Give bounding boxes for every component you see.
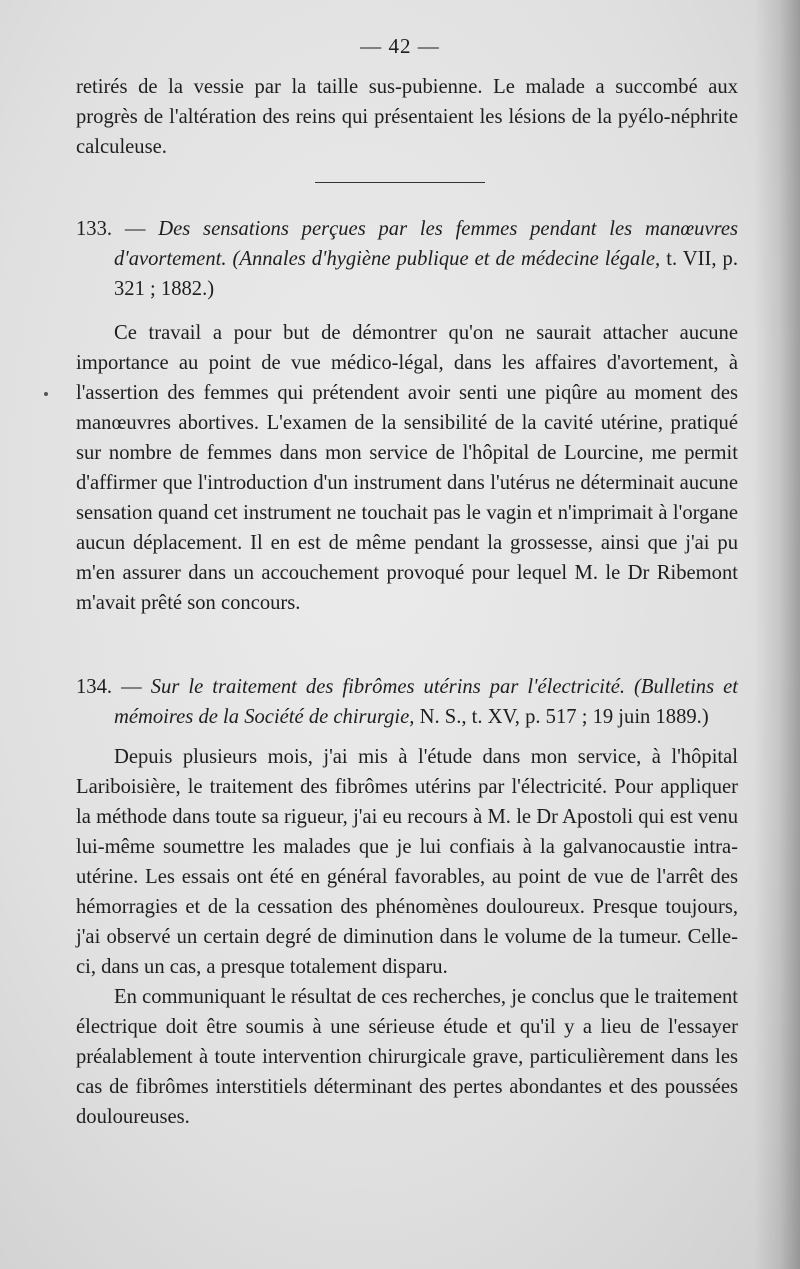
entry-134-body-1: Depuis plusieurs mois, j'ai mis à l'étude dans mon service, à l'hôpital Lariboisière, le traitement des fibrômes utérins par l'électricité. Pour appliquer la méthode dans toute sa rigueur, j'ai eu recours à M. le Dr Apostoli qui est venu lui-même soumettre les malades que je lui confiais à la galvanocaustie intra-utérine. Les essais ont été en général favorables, au point de vue de l'arrêt des hémorragies et de la cessation des phénomènes douloureux. Presque toujours, j'ai observé un certain degré de diminution dans le volume de la tumeur. Celle-ci, dans un cas, a presque totalement disparu. — [76, 746, 738, 978]
margin-speck — [44, 392, 48, 396]
top-paragraph-text: retirés de la vessie par la taille sus-pubienne. Le malade a succombé aux progrès de l'altération des reins qui présentaient les lésions de la pyélo-néphrite calculeuse. — [76, 76, 738, 158]
entry-133-title: Des sensations perçues par les femmes pendant les manœuvres d'avortement. (Annales d'hygiène publique et de médecine légale, — [114, 218, 738, 270]
entry-134-reference: N. S., t. XV, p. 517 ; 19 juin 1889.) — [419, 706, 709, 728]
entry-133-body: Ce travail a pour but de démontrer qu'on ne saurait attacher aucune importance au point de vue médico-légal, dans les affaires d'avortement, à l'assertion des femmes qui prétendent avoir senti une piqûre au moment des manœuvres abortives. L'examen de la sensibilité de la cavité utérine, pratiqué sur nombre de femmes dans mon service de l'hôpital de Lourcine, me permit d'affirmer que l'introduction d'un instrument dans l'utérus ne déterminait aucune sensation quand cet instrument ne touchait pas le vagin et n'imprimait à l'organe aucun déplacement. Il en est de même pendant la grossesse, ainsi que j'ai pu m'en assurer dans un accouchement provoqué pour lequel M. le Dr Ribemont m'avait prêté son concours. — [76, 322, 738, 614]
entry-133-summary — [76, 318, 738, 618]
entry-134-summary — [76, 742, 738, 1132]
entry-134-number: 134. — — [76, 676, 142, 698]
binding-shadow — [754, 0, 800, 1269]
entry-134 — [76, 672, 738, 732]
entry-133-number: 133. — — [76, 218, 146, 240]
entry-133-heading — [76, 214, 738, 304]
entry-134-title: Sur le traitement des fibrômes utérins par l'électricité. (Bulletins et mémoires de la Société de chirurgie, — [114, 676, 739, 728]
entry-134-body-2: En communiquant le résultat de ces recherches, je conclus que le traitement électrique doit être soumis à une sérieuse étude et qu'il y a lieu de l'essayer préalablement à toute intervention chirurgicale grave, particulièrement dans les cas de fibrômes interstitiels déterminant des pertes abondantes et des poussées douloureuses. — [76, 986, 738, 1128]
continued-paragraph — [76, 72, 738, 162]
section-divider — [315, 182, 485, 183]
entry-133-reference: t. VII, p. 321 ; 1882.) — [114, 248, 738, 300]
entry-133 — [76, 214, 738, 304]
entry-134-heading — [76, 672, 738, 732]
page-number: — 42 — — [360, 34, 440, 58]
